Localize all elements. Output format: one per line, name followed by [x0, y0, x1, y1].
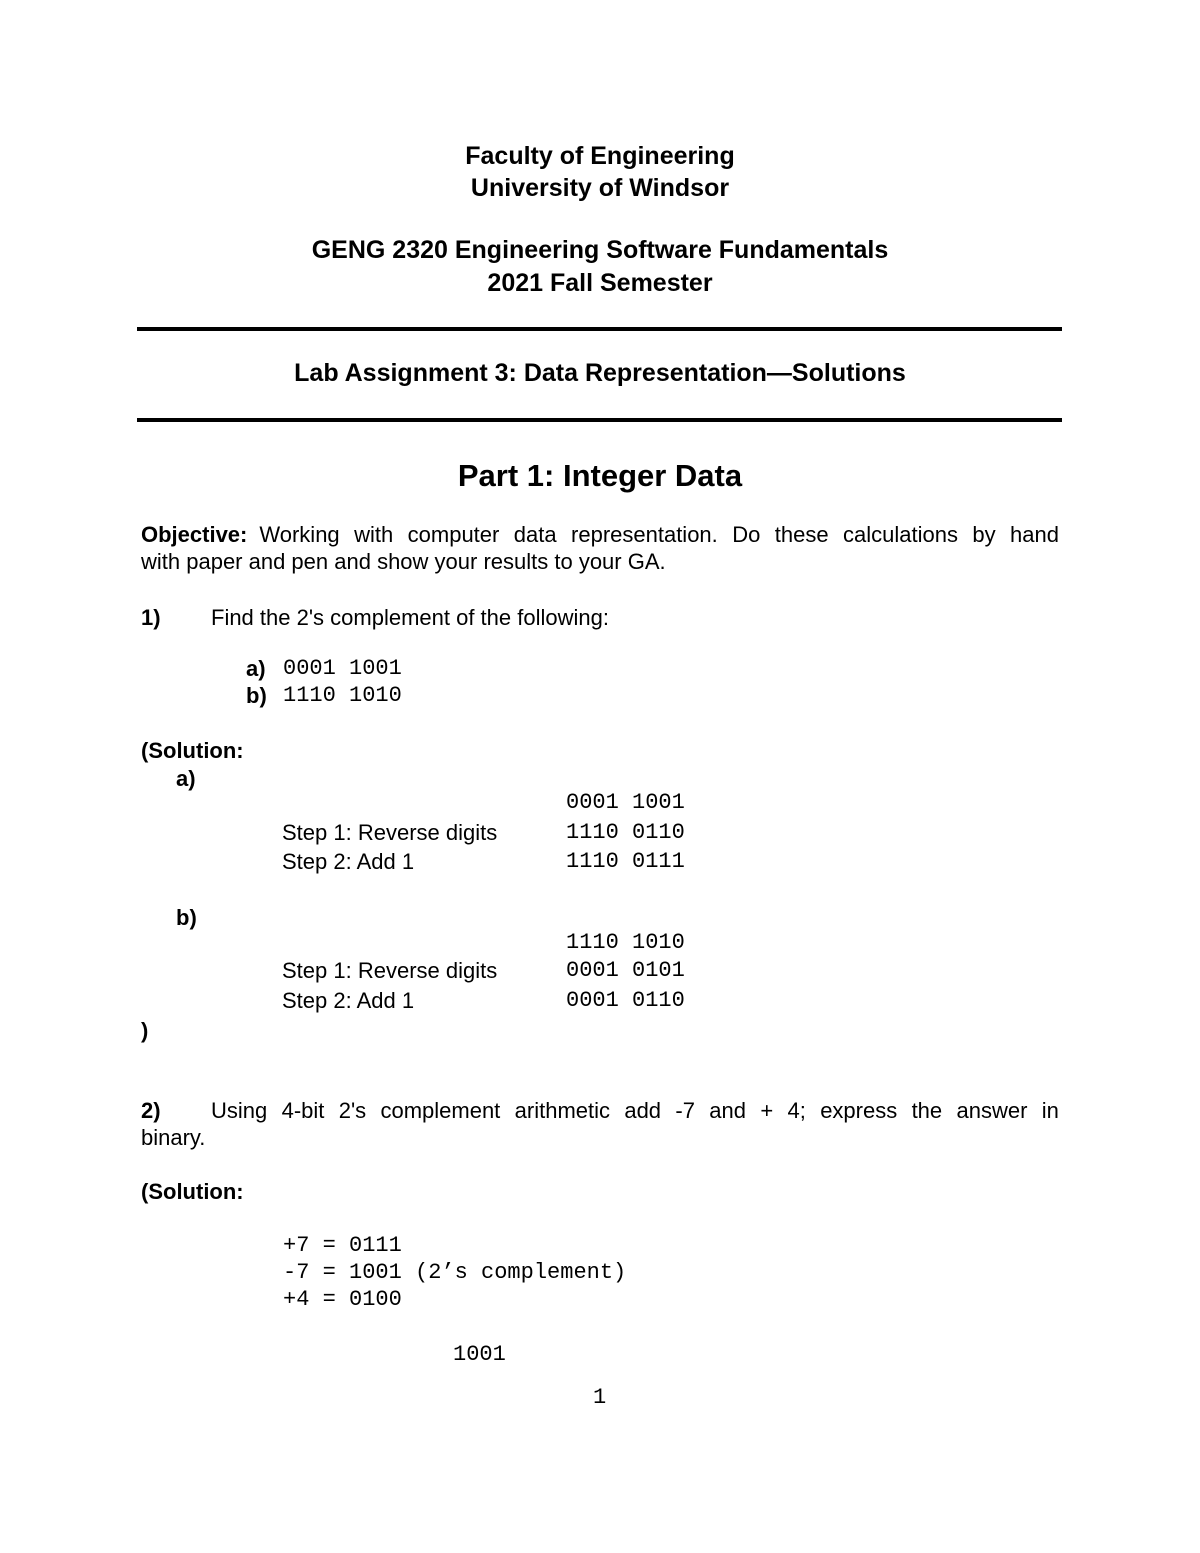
q1-item-a-value: 0001 1001	[283, 656, 402, 681]
q2-word: Using	[211, 1098, 268, 1123]
q2-partial-sum: 1001	[453, 1342, 506, 1367]
q2-word: the	[911, 1098, 943, 1123]
objective-label: Objective:	[141, 522, 248, 547]
q2-line-plus4: +4 = 0100	[283, 1287, 402, 1312]
q2-word: -7	[675, 1098, 695, 1123]
q2-word: express	[820, 1098, 898, 1123]
course-heading: GENG 2320 Engineering Software Fundamentals	[311, 236, 889, 264]
q2-solution-label: (Solution:	[141, 1179, 244, 1204]
objective-line-2: with paper and pen and show your results to your GA.	[141, 549, 666, 574]
university-heading: University of Windsor	[470, 174, 730, 202]
q1-solution-a-step1-value: 1110 0110	[566, 820, 685, 845]
q2-text-line-2: binary.	[141, 1125, 206, 1150]
q1-solution-b-original: 1110 1010	[566, 930, 685, 955]
q1-solution-a-step2-value: 1110 0111	[566, 849, 685, 874]
part-title: Part 1: Integer Data	[457, 458, 743, 493]
q2-text-line-1	[211, 1098, 1059, 1124]
objective-line-1	[141, 522, 1059, 548]
q1-solution-b-label: b)	[176, 905, 197, 930]
q2-word: arithmetic	[514, 1098, 610, 1123]
top-rule	[137, 327, 1062, 331]
q1-number: 1)	[141, 605, 161, 630]
q1-solution-b-step1-label: Step 1: Reverse digits	[282, 958, 498, 983]
q2-word: +	[760, 1098, 774, 1123]
q2-word: answer	[956, 1098, 1028, 1123]
q2-word: add	[624, 1098, 662, 1123]
page-number: 1	[593, 1385, 607, 1410]
q1-solution-b-step2-label: Step 2: Add 1	[282, 988, 415, 1013]
q1-solution-b-step1-value: 0001 0101	[566, 958, 685, 983]
q2-word: complement	[380, 1098, 501, 1123]
q1-solution-label: (Solution:	[141, 738, 244, 763]
q1-solution-b-step2-value: 0001 0110	[566, 988, 685, 1013]
q2-line-minus7: -7 = 1001 (2’s complement)	[283, 1260, 627, 1285]
q2-line-plus7: +7 = 0111	[283, 1233, 402, 1258]
q2-word: 2's	[338, 1098, 367, 1123]
q2-word: and	[709, 1098, 746, 1123]
q1-solution-a-step2-label: Step 2: Add 1	[282, 849, 415, 874]
q1-solution-a-step1-label: Step 1: Reverse digits	[282, 820, 498, 845]
q2-word: 4-bit	[281, 1098, 325, 1123]
q1-solution-close: )	[141, 1018, 149, 1043]
q1-solution-a-label: a)	[176, 766, 196, 791]
q2-number: 2)	[141, 1098, 161, 1123]
lab-title: Lab Assignment 3: Data Representation—Solutions	[294, 359, 906, 387]
bottom-rule	[137, 418, 1062, 422]
objective-text: Working with computer data representation. Do these calculations by hand	[259, 522, 1059, 547]
q1-item-a-label: a)	[246, 656, 266, 681]
semester-heading: 2021 Fall Semester	[487, 269, 713, 297]
q1-item-b-value: 1110 1010	[283, 683, 402, 708]
q1-text: Find the 2's complement of the following:	[211, 605, 609, 630]
faculty-heading: Faculty of Engineering	[465, 142, 735, 170]
q1-solution-a-original: 0001 1001	[566, 790, 685, 815]
q2-word: in	[1041, 1098, 1059, 1123]
q1-item-b-label: b)	[246, 683, 267, 708]
q2-word: 4;	[787, 1098, 806, 1123]
